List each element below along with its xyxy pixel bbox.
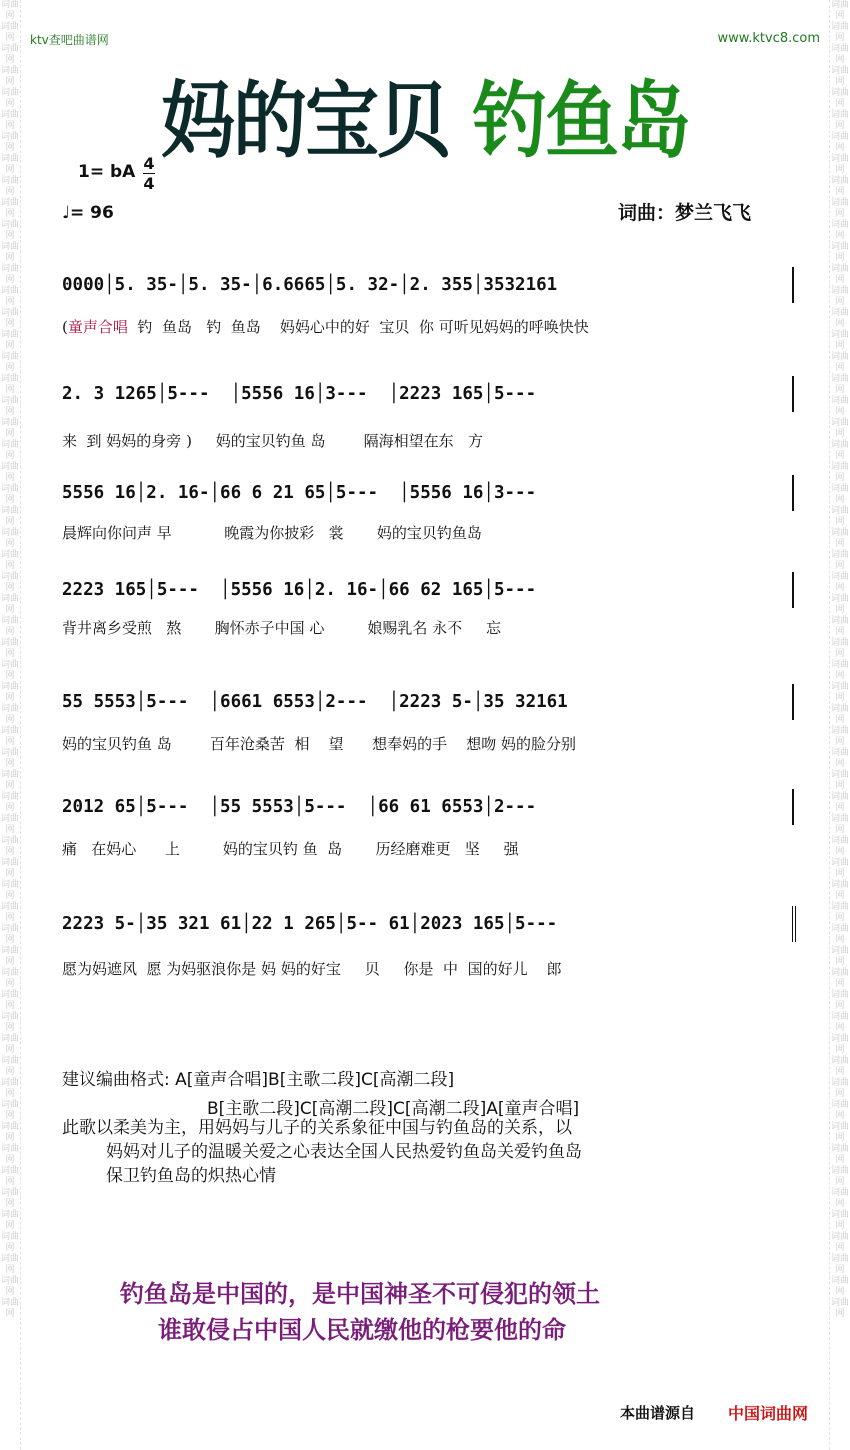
score-notes-line-4: 2223 165│5--- │5556 16│2. 16-│66 62 165│5--- <box>62 572 794 608</box>
score-notes-line-7: 2223 5-│35 321 61│22 1 265│5-- 61│2023 165│5--- <box>62 906 796 942</box>
score-notes-line-2: 2. 3 1265│5--- │5556 16│3--- │2223 165│5--- <box>62 376 794 412</box>
score-lyrics-line-1: (童声合唱 钓 鱼岛 钓 鱼岛 妈妈心中的好 宝贝 你 可听见妈妈的呼唤快快 <box>62 318 589 336</box>
score-lyrics-line-6: 痛 在妈心 上 妈的宝贝钓 鱼 岛 历经磨难更 坚 强 <box>62 840 519 858</box>
arrangement-suggestion-line-2: B[主歌二段]C[高潮二段]C[高潮二段]A[童声合唱] <box>207 1099 580 1119</box>
arrangement-suggestion-line-1: 建议编曲格式: A[童声合唱]B[主歌二段]C[高潮二段] <box>62 1070 455 1090</box>
song-description <box>62 1116 742 1188</box>
left-watermark-strip: 词曲网 词曲网 词曲网 词曲网 词曲网 词曲网 词曲网 词曲网 词曲网 词曲网 词曲网 词曲网 词曲网 词曲网 词曲网 词曲网 词曲网 词曲网 词曲网 词曲网 词曲网 词曲网 词曲网 词曲网 词曲网 词曲网 词曲网 词曲网 词曲网 词曲网 词曲网 词曲网 词曲网 词曲网 词曲网 词曲网 词曲网 词曲网 词曲网 词曲网 词曲网 词曲网 词曲网 词曲网 词曲网 词曲网 词曲网 词曲网 词曲网 词曲网 词曲网 词曲网 词曲网 词曲网 词曲网 词曲网 词曲网 词曲网 词曲网 词曲网 <box>0 0 21 1450</box>
score-lyrics-line-3: 晨辉向你问声 早 晚霞为你披彩 裳 妈的宝贝钓鱼岛 <box>62 524 482 542</box>
source-label: 本曲谱源自 <box>620 1404 696 1422</box>
right-watermark-strip: 词曲网 词曲网 词曲网 词曲网 词曲网 词曲网 词曲网 词曲网 词曲网 词曲网 词曲网 词曲网 词曲网 词曲网 词曲网 词曲网 词曲网 词曲网 词曲网 词曲网 词曲网 词曲网 词曲网 词曲网 词曲网 词曲网 词曲网 词曲网 词曲网 词曲网 词曲网 词曲网 词曲网 词曲网 词曲网 词曲网 词曲网 词曲网 词曲网 词曲网 词曲网 词曲网 词曲网 词曲网 词曲网 词曲网 词曲网 词曲网 词曲网 词曲网 词曲网 词曲网 词曲网 词曲网 词曲网 词曲网 词曲网 词曲网 词曲网 词曲网 <box>829 0 850 1450</box>
title-part2: 钓鱼岛 <box>473 73 689 170</box>
song-title <box>0 62 850 168</box>
meter-top: 4 <box>143 154 155 173</box>
composer-credit: 词曲：梦兰飞飞 <box>618 202 752 224</box>
meter-bottom: 4 <box>143 174 155 193</box>
score-lyrics-line-5: 妈的宝贝钓鱼 岛 百年沧桑苦 相 望 想奉妈的手 想吻 妈的脸分别 <box>62 735 576 753</box>
description-line-3: 保卫钓鱼岛的炽热心情 <box>106 1166 276 1186</box>
description-line-2: 妈妈对儿子的温暖关爱之心表达全国人民热爱钓鱼岛关爱钓鱼岛 <box>106 1142 582 1162</box>
time-signature <box>143 155 155 192</box>
score-notes-line-1: 0000│5. 35-│5. 35-│6.6665│5. 32-│2. 355│3532161 <box>62 267 794 303</box>
slogan-line-2: 谁敢侵占中国人民就缴他的枪要他的命 <box>158 1316 566 1344</box>
slogan-line-1: 钓鱼岛是中国的，是中国神圣不可侵犯的领土 <box>120 1280 600 1308</box>
key-signature: 1= bA <box>78 162 136 182</box>
watermark-right-site: www.ktvc8.com <box>717 31 820 46</box>
score-notes-line-6: 2012 65│5--- │55 5553│5--- │66 61 6553│2--- <box>62 789 794 825</box>
score-lyrics-line-2: 来 到 妈妈的身旁 ) 妈的宝贝钓鱼 岛 隔海相望在东 方 <box>62 432 483 450</box>
watermark-left-site: ktv查吧曲谱网 <box>30 33 109 47</box>
score-lyrics-line-4: 背井离乡受煎 熬 胸怀赤子中国 心 娘赐乳名 永不 忘 <box>62 619 501 637</box>
source-site-link[interactable]: 中国词曲网 <box>728 1404 809 1423</box>
tempo-marking: ♩= 96 <box>62 203 114 223</box>
children-chorus-marker: 童声合唱 <box>67 318 128 336</box>
score-notes-line-5: 55 5553│5--- │6661 6553│2--- │2223 5-│35 32161 <box>62 684 794 720</box>
title-part1: 妈的宝贝 <box>161 73 449 170</box>
score-notes-line-3: 5556 16│2. 16-│66 6 21 65│5--- │5556 16│3--- <box>62 475 794 511</box>
score-lyrics-line-7: 愿为妈遮风 愿 为妈驱浪你是 妈 妈的好宝 贝 你是 中 国的好儿 郎 <box>62 960 562 978</box>
description-line-1: 此歌以柔美为主，用妈妈与儿子的关系象征中国与钓鱼岛的关系，以 <box>62 1118 572 1138</box>
